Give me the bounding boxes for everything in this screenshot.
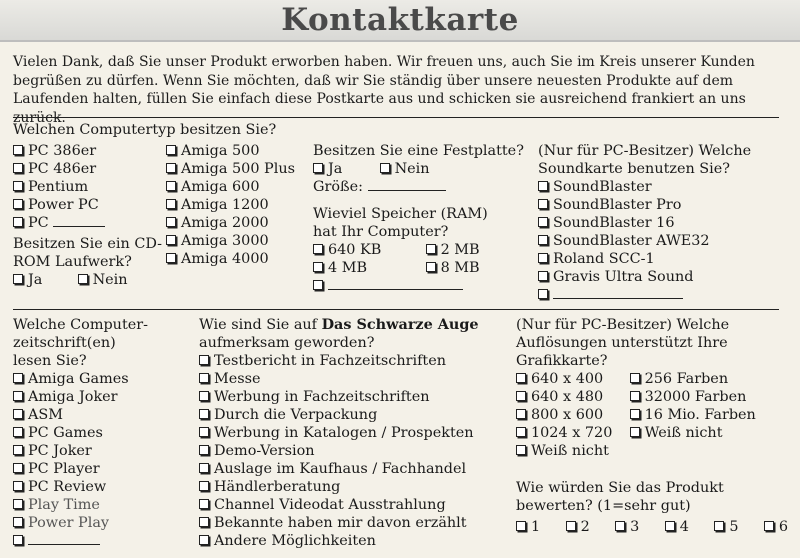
checkbox[interactable] xyxy=(199,445,209,455)
checkbox[interactable] xyxy=(516,373,526,383)
checkbox[interactable] xyxy=(538,253,548,263)
checkbox[interactable] xyxy=(538,289,548,299)
checkbox[interactable] xyxy=(199,373,209,383)
checkbox[interactable] xyxy=(313,280,323,290)
option-pc-other[interactable]: PC xyxy=(13,214,163,232)
graphics-section xyxy=(516,316,791,460)
option-32000-farben[interactable]: 32000 Farben xyxy=(630,388,747,406)
amiga-options xyxy=(166,142,316,268)
checkbox[interactable] xyxy=(538,217,548,227)
cdrom-no[interactable]: Nein xyxy=(78,271,128,289)
checkbox[interactable] xyxy=(13,463,23,473)
checkbox[interactable] xyxy=(166,217,176,227)
rating-6[interactable]: 6 xyxy=(764,518,788,536)
checkbox[interactable] xyxy=(714,521,724,531)
option-amiga-600[interactable]: Amiga 600 xyxy=(166,178,316,196)
option-haendlerberatung[interactable]: Händlerberatung xyxy=(199,478,509,496)
ram-4mb[interactable]: 4 MB xyxy=(313,259,421,277)
checkbox[interactable] xyxy=(538,181,548,191)
checkbox[interactable] xyxy=(516,427,526,437)
soundcard-section xyxy=(538,142,788,304)
cdrom-section xyxy=(13,235,173,289)
rating-4[interactable]: 4 xyxy=(665,518,710,536)
checkbox[interactable] xyxy=(199,427,209,437)
checkbox[interactable] xyxy=(199,481,209,491)
option-pc-review[interactable]: PC Review xyxy=(13,478,198,496)
option-soundblaster[interactable]: SoundBlaster xyxy=(538,178,788,196)
option-resolution-weiss-nicht[interactable]: Weiß nicht xyxy=(516,442,791,460)
rating-3[interactable]: 3 xyxy=(615,518,660,536)
option-amiga-joker[interactable]: Amiga Joker xyxy=(13,388,198,406)
option-640x400[interactable]: 640 x 400 xyxy=(516,370,625,388)
checkbox[interactable] xyxy=(426,262,436,272)
checkbox[interactable] xyxy=(166,163,176,173)
harddisk-no[interactable]: Nein xyxy=(380,160,430,178)
rating-question-line-1: Wie würden Sie das Produkt xyxy=(516,480,724,496)
write-in-line[interactable] xyxy=(328,278,463,290)
option-messe[interactable]: Messe xyxy=(199,370,509,388)
checkbox[interactable] xyxy=(199,463,209,473)
magazines-other[interactable] xyxy=(13,532,198,550)
checkbox[interactable] xyxy=(199,355,209,365)
checkbox[interactable] xyxy=(166,181,176,191)
option-pc-games[interactable]: PC Games xyxy=(13,424,198,442)
magazines-question-line-2: zeitschrift(en) xyxy=(13,335,116,351)
checkbox[interactable] xyxy=(538,235,548,245)
soundcard-question-line-2: Soundkarte benutzen Sie? xyxy=(538,161,731,177)
page-title: Kontaktkarte xyxy=(281,2,519,38)
divider-middle xyxy=(13,309,779,310)
checkbox[interactable] xyxy=(13,163,23,173)
checkbox[interactable] xyxy=(13,274,23,284)
write-in-line[interactable] xyxy=(53,215,105,227)
checkbox[interactable] xyxy=(665,521,675,531)
ram-8mb[interactable]: 8 MB xyxy=(426,259,480,277)
ram-640kb[interactable]: 640 KB xyxy=(313,241,421,259)
option-werbung-katalogen[interactable]: Werbung in Katalogen / Prospekten xyxy=(199,424,509,442)
checkbox[interactable] xyxy=(566,521,576,531)
write-in-line[interactable] xyxy=(28,533,100,545)
option-asm[interactable]: ASM xyxy=(13,406,198,424)
checkbox[interactable] xyxy=(516,445,526,455)
checkbox[interactable] xyxy=(13,145,23,155)
checkbox[interactable] xyxy=(313,244,323,254)
option-pc-player[interactable]: PC Player xyxy=(13,460,198,478)
option-amiga-games[interactable]: Amiga Games xyxy=(13,370,198,388)
checkbox[interactable] xyxy=(630,373,640,383)
option-pentium[interactable]: Pentium xyxy=(13,178,163,196)
magazines-question-line-1: Welche Computer- xyxy=(13,317,148,333)
checkbox[interactable] xyxy=(13,391,23,401)
option-play-time[interactable]: Play Time xyxy=(13,496,198,514)
rating-1[interactable]: 1 xyxy=(516,518,561,536)
checkbox[interactable] xyxy=(516,521,526,531)
divider-top xyxy=(13,117,779,118)
harddisk-size-label: Größe: xyxy=(313,179,364,195)
harddisk-section xyxy=(313,142,533,196)
option-1024x720[interactable]: 1024 x 720 xyxy=(516,424,625,442)
option-800x600[interactable]: 800 x 600 xyxy=(516,406,625,424)
option-verpackung[interactable]: Durch die Verpackung xyxy=(199,406,509,424)
checkbox[interactable] xyxy=(380,163,390,173)
checkbox[interactable] xyxy=(313,262,323,272)
option-gravis-ultra-sound[interactable]: Gravis Ultra Sound xyxy=(538,268,788,286)
write-in-line[interactable] xyxy=(553,287,683,299)
checkbox[interactable] xyxy=(78,274,88,284)
checkbox[interactable] xyxy=(13,373,23,383)
computer-section xyxy=(13,121,313,139)
checkbox[interactable] xyxy=(13,481,23,491)
checkbox[interactable] xyxy=(13,445,23,455)
option-256-farben[interactable]: 256 Farben xyxy=(630,370,729,388)
option-power-play[interactable]: Power Play xyxy=(13,514,198,532)
option-amiga-4000[interactable]: Amiga 4000 xyxy=(166,250,316,268)
graphics-question-line-2: Auflösungen unterstützt Ihre xyxy=(516,335,728,351)
checkbox[interactable] xyxy=(630,427,640,437)
rating-question-line-2: bewerten? (1=sehr gut) xyxy=(516,498,691,514)
soundcard-question-line-1: (Nur für PC-Besitzer) Welche xyxy=(538,143,752,159)
ram-2mb[interactable]: 2 MB xyxy=(426,241,480,259)
option-roland-scc1[interactable]: Roland SCC-1 xyxy=(538,250,788,268)
computer-question: Welchen Computertyp besitzen Sie? xyxy=(13,122,277,138)
option-amiga-500-plus[interactable]: Amiga 500 Plus xyxy=(166,160,316,178)
checkbox[interactable] xyxy=(630,391,640,401)
checkbox[interactable] xyxy=(630,409,640,419)
checkbox[interactable] xyxy=(615,521,625,531)
option-channel-videodat[interactable]: Channel Videodat Ausstrahlung xyxy=(199,496,509,514)
option-amiga-2000[interactable]: Amiga 2000 xyxy=(166,214,316,232)
harddisk-yes[interactable]: Ja xyxy=(313,160,375,178)
option-bekannte[interactable]: Bekannte haben mir davon erzählt xyxy=(199,514,509,532)
option-amiga-1200[interactable]: Amiga 1200 xyxy=(166,196,316,214)
ram-question-line-1: Wieviel Speicher (RAM) xyxy=(313,206,488,222)
checkbox[interactable] xyxy=(166,199,176,209)
rating-5[interactable]: 5 xyxy=(714,518,759,536)
harddisk-question: Besitzen Sie eine Festplatte? xyxy=(313,143,524,159)
checkbox[interactable] xyxy=(538,199,548,209)
option-pc-386[interactable]: PC 386er xyxy=(13,142,163,160)
option-auslage[interactable]: Auslage im Kaufhaus / Fachhandel xyxy=(199,460,509,478)
checkbox[interactable] xyxy=(13,409,23,419)
option-soundblaster-16[interactable]: SoundBlaster 16 xyxy=(538,214,788,232)
checkbox[interactable] xyxy=(426,244,436,254)
checkbox[interactable] xyxy=(538,271,548,281)
ram-question-line-2: hat Ihr Computer? xyxy=(313,224,449,240)
checkbox[interactable] xyxy=(13,181,23,191)
rating-section xyxy=(516,479,791,536)
option-werbung-fachzeitschriften[interactable]: Werbung in Fachzeitschriften xyxy=(199,388,509,406)
option-pc-486[interactable]: PC 486er xyxy=(13,160,163,178)
product-name: Das Schwarze Auge xyxy=(321,316,479,333)
checkbox[interactable] xyxy=(313,163,323,173)
option-power-pc[interactable]: Power PC xyxy=(13,196,163,214)
checkbox[interactable] xyxy=(166,145,176,155)
checkbox[interactable] xyxy=(13,499,23,509)
option-amiga-3000[interactable]: Amiga 3000 xyxy=(166,232,316,250)
checkbox[interactable] xyxy=(199,409,209,419)
graphics-question-line-1: (Nur für PC-Besitzer) Welche xyxy=(516,317,730,333)
option-demo-version[interactable]: Demo-Version xyxy=(199,442,509,460)
rating-2[interactable]: 2 xyxy=(566,518,611,536)
checkbox[interactable] xyxy=(13,427,23,437)
option-640x480[interactable]: 640 x 480 xyxy=(516,388,625,406)
option-16-mio-farben[interactable]: 16 Mio. Farben xyxy=(630,406,756,424)
cdrom-question: Besitzen Sie ein CD-ROM Laufwerk? xyxy=(13,236,162,270)
checkbox[interactable] xyxy=(13,217,23,227)
option-amiga-500[interactable]: Amiga 500 xyxy=(166,142,316,160)
option-colors-weiss-nicht[interactable]: Weiß nicht xyxy=(630,424,723,442)
ram-other[interactable] xyxy=(313,277,533,295)
option-soundblaster-awe32[interactable]: SoundBlaster AWE32 xyxy=(538,232,788,250)
checkbox[interactable] xyxy=(13,199,23,209)
option-soundblaster-pro[interactable]: SoundBlaster Pro xyxy=(538,196,788,214)
checkbox[interactable] xyxy=(764,521,774,531)
source-section xyxy=(199,316,509,550)
magazines-question-line-3: lesen Sie? xyxy=(13,353,87,369)
soundcard-other[interactable] xyxy=(538,286,788,304)
option-pc-joker[interactable]: PC Joker xyxy=(13,442,198,460)
checkbox[interactable] xyxy=(199,391,209,401)
checkbox[interactable] xyxy=(199,499,209,509)
checkbox[interactable] xyxy=(199,535,209,545)
magazines-section xyxy=(13,316,198,550)
harddisk-size-field[interactable] xyxy=(368,179,446,191)
checkbox[interactable] xyxy=(199,517,209,527)
intro-text: Vielen Dank, daß Sie unser Produkt erworben haben. Wir freuen uns, auch Sie im Kreis unserer Kunden begrüßen zu dürfen. Wenn Sie möchten, daß wir Sie ständig über unsere neuesten Produkte auf dem Laufenden halten, füllen Sie einfach diese Postkarte aus und schicken sie ausreichend frankiert an uns zurück. xyxy=(13,54,755,126)
checkbox[interactable] xyxy=(516,391,526,401)
pc-options xyxy=(13,142,163,232)
option-andere[interactable]: Andere Möglichkeiten xyxy=(199,532,509,550)
checkbox[interactable] xyxy=(13,517,23,527)
title-bar xyxy=(0,0,800,42)
checkbox[interactable] xyxy=(13,535,23,545)
source-question-line-1: Wie sind Sie auf Das Schwarze Auge xyxy=(199,316,479,333)
cdrom-yes[interactable]: Ja xyxy=(13,271,73,289)
option-testbericht[interactable]: Testbericht in Fachzeitschriften xyxy=(199,352,509,370)
ram-section xyxy=(313,205,533,295)
checkbox[interactable] xyxy=(516,409,526,419)
graphics-question-line-3: Grafikkarte? xyxy=(516,353,608,369)
source-question-line-2: aufmerksam geworden? xyxy=(199,335,375,351)
